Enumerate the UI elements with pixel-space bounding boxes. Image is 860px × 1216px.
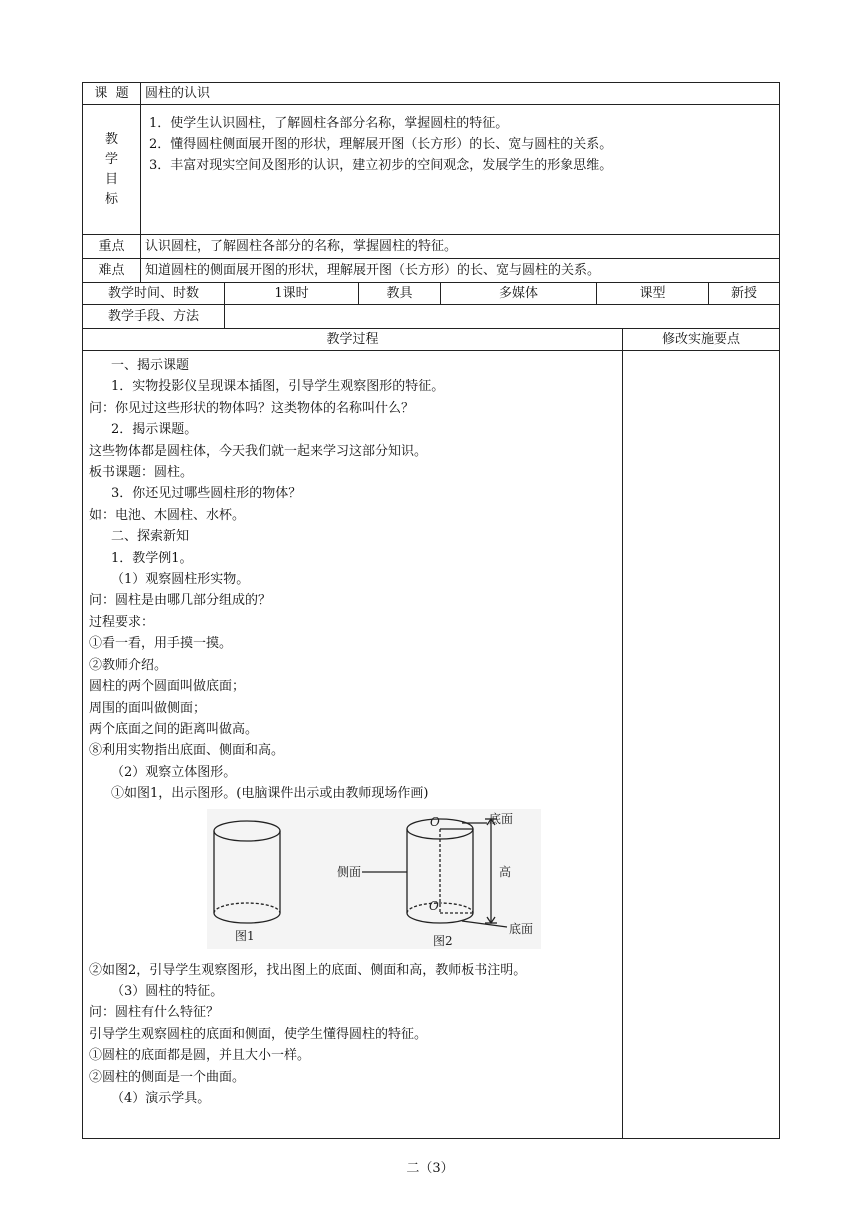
type-label: 课型	[597, 283, 709, 305]
lesson-plan-table	[82, 82, 780, 1139]
process-line: ②圆柱的侧面是一个曲面。	[89, 1069, 246, 1085]
process-line: 问：圆柱是由哪几部分组成的？	[89, 593, 272, 609]
process-line: 板书课题：圆柱。	[89, 465, 194, 481]
process-line: 2．揭示课题。	[111, 422, 198, 438]
label-center-top: O	[430, 814, 440, 829]
process-line: ①圆柱的底面都是圆，并且大小一样。	[89, 1048, 311, 1064]
process-line: （1）观察圆柱形实物。	[111, 572, 250, 588]
objectives-label	[83, 105, 141, 235]
process-row	[83, 351, 780, 1139]
notes-header: 修改实施要点	[623, 329, 780, 351]
objective-item: 1．使学生认识圆柱，了解圆柱各部分名称，掌握圆柱的特征。	[149, 116, 509, 131]
process-lines-after	[89, 960, 616, 1110]
methods-label: 教学手段、方法	[83, 305, 225, 329]
objectives-label-char: 教	[104, 131, 118, 147]
tools-value: 多媒体	[441, 283, 597, 305]
process-line: ②如图2，引导学生观察图形，找出图上的底面、侧面和高，教师板书注明。	[89, 962, 527, 978]
objectives-list	[141, 105, 780, 235]
process-line: 问：圆柱有什么特征？	[89, 1005, 220, 1021]
process-line: 圆柱的两个圆面叫做底面；	[89, 679, 246, 695]
objective-item: 3．丰富对现实空间及图形的认识，建立初步的空间观念，发展学生的形象思维。	[149, 158, 613, 173]
difficulty-row	[83, 259, 780, 283]
cylinder-figure	[89, 805, 616, 960]
difficulty-label: 难点	[83, 259, 141, 283]
label-bottom-base: 底面	[509, 921, 534, 936]
notes-column	[623, 351, 780, 1139]
info-row	[83, 283, 780, 305]
process-line: 两个底面之间的距离叫做高。	[89, 721, 259, 737]
process-header-row	[83, 329, 780, 351]
process-line: 1．教学例1。	[111, 550, 193, 566]
process-line: 二、探索新知	[111, 529, 190, 545]
key-point-label: 重点	[83, 235, 141, 259]
label-lateral-surface: 侧面	[337, 864, 362, 879]
topic-row	[83, 83, 780, 105]
time-label: 教学时间、时数	[83, 283, 225, 305]
process-line: ⑧利用实物指出底面、侧面和高。	[89, 743, 285, 759]
process-line: （2）观察立体图形。	[111, 764, 237, 780]
topic-value: 圆柱的认识	[141, 83, 780, 105]
objectives-label-char: 目	[104, 171, 118, 187]
key-point-row	[83, 235, 780, 259]
topic-label: 课 题	[83, 83, 141, 105]
process-line: 1．实物投影仪呈现课本插图，引导学生观察图形的特征。	[111, 379, 445, 395]
objectives-row	[83, 105, 780, 235]
process-header: 教学过程	[83, 329, 623, 351]
key-point-value: 认识圆柱，了解圆柱各部分的名称，掌握圆柱的特征。	[141, 235, 780, 259]
process-content	[83, 351, 623, 1139]
process-line: 问：你见过这些形状的物体吗？这类物体的名称叫什么？	[89, 400, 415, 416]
time-value: 1课时	[225, 283, 359, 305]
objectives-label-char: 标	[104, 191, 118, 207]
process-lines-before	[89, 355, 616, 805]
methods-row	[83, 305, 780, 329]
process-line: 周围的面叫做侧面；	[89, 700, 207, 716]
cylinder-diagram	[207, 809, 541, 949]
figure-2-caption: 图2	[433, 933, 453, 948]
process-line: 引导学生观察圆柱的底面和侧面，使学生懂得圆柱的特征。	[89, 1026, 428, 1042]
objectives-label-char: 学	[104, 151, 118, 167]
figure-1-caption: 图1	[235, 928, 255, 943]
process-line: 过程要求：	[89, 614, 155, 630]
process-line: 如：电池、木圆柱、水杯。	[89, 507, 246, 523]
process-line: ①如图1，出示图形。(电脑课件出示或由教师现场作画)	[111, 786, 429, 802]
process-line: 一、揭示课题	[111, 358, 190, 373]
process-line: ②教师介绍。	[89, 657, 168, 673]
process-line: （3）圆柱的特征。	[111, 983, 224, 999]
process-line: ①看一看，用手摸一摸。	[89, 636, 233, 652]
type-value: 新授	[709, 283, 780, 305]
page-number: 二（3）	[406, 1161, 454, 1176]
difficulty-value: 知道圆柱的侧面展开图的形状，理解展开图（长方形）的长、宽与圆柱的关系。	[141, 259, 780, 283]
process-line: 这些物体都是圆柱体，今天我们就一起来学习这部分知识。	[89, 443, 428, 459]
label-height: 高	[499, 864, 512, 879]
process-line: （4）演示学具。	[111, 1090, 211, 1106]
label-center-bottom: O	[429, 898, 439, 913]
process-line: 3．你还见过哪些圆柱形的物体？	[111, 486, 302, 502]
methods-value	[225, 305, 780, 329]
label-top-base: 底面	[489, 811, 514, 826]
objective-item: 2．懂得圆柱侧面展开图的形状，理解展开图（长方形）的长、宽与圆柱的关系。	[149, 137, 613, 152]
tools-label: 教具	[359, 283, 441, 305]
